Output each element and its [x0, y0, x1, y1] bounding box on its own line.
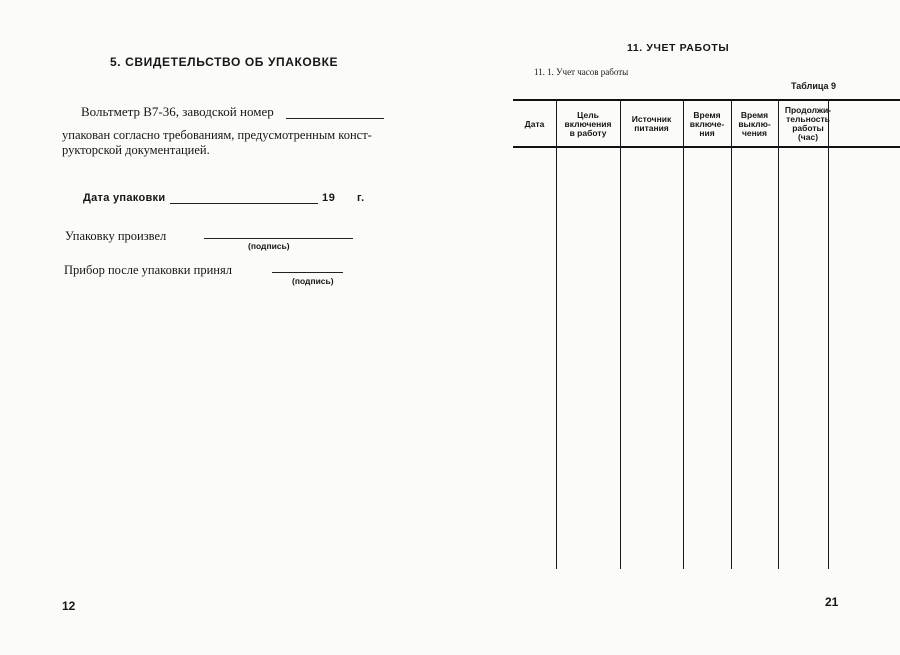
column-header-power-source: Источник питания	[631, 114, 672, 133]
accepted-by-label: Прибор после упаковки принял	[64, 263, 232, 277]
column-divider	[731, 99, 732, 569]
work-hours-table	[513, 99, 900, 569]
column-header-duration: Продолжи- тельность работы (час)	[784, 105, 832, 142]
body-text-line-2: рукторской документацией.	[62, 143, 210, 157]
column-divider	[556, 99, 557, 569]
serial-number-line	[286, 118, 384, 119]
column-divider	[620, 99, 621, 569]
page-number-right: 21	[825, 595, 839, 609]
column-header-date: Дата	[524, 118, 545, 129]
column-header-purpose: Цель включения в работу	[564, 109, 612, 138]
year-prefix: 19	[322, 192, 336, 204]
body-text-line-1: упакован согласно требованиям, предусмотренным конст-	[62, 128, 372, 142]
column-header-time-on: Время включе- ния	[689, 109, 725, 138]
column-divider	[683, 99, 684, 569]
signature-caption-2: (подпись)	[292, 276, 334, 286]
column-divider	[778, 99, 779, 569]
date-label: Дата упаковки	[83, 192, 166, 204]
packed-by-signature-line	[204, 238, 353, 239]
page-number-left: 12	[62, 599, 76, 613]
table-caption: Таблица 9	[791, 81, 837, 91]
device-line: Вольтметр В7-36, заводской номер	[81, 104, 274, 119]
year-suffix: г.	[357, 192, 365, 204]
column-divider	[828, 99, 829, 569]
packed-by-label: Упаковку произвел	[65, 229, 167, 243]
signature-caption-1: (подпись)	[248, 241, 290, 251]
date-line	[170, 203, 318, 204]
subsection-title: 11. 1. Учет часов работы	[534, 67, 629, 77]
section-title: 5. СВИДЕТЕЛЬСТВО ОБ УПАКОВКЕ	[110, 55, 339, 69]
right-page	[450, 0, 900, 655]
column-header-time-off: Время выклю- чения	[738, 109, 771, 138]
section-title-right: 11. УЧЕТ РАБОТЫ	[627, 42, 730, 54]
accepted-by-signature-line	[272, 272, 343, 273]
